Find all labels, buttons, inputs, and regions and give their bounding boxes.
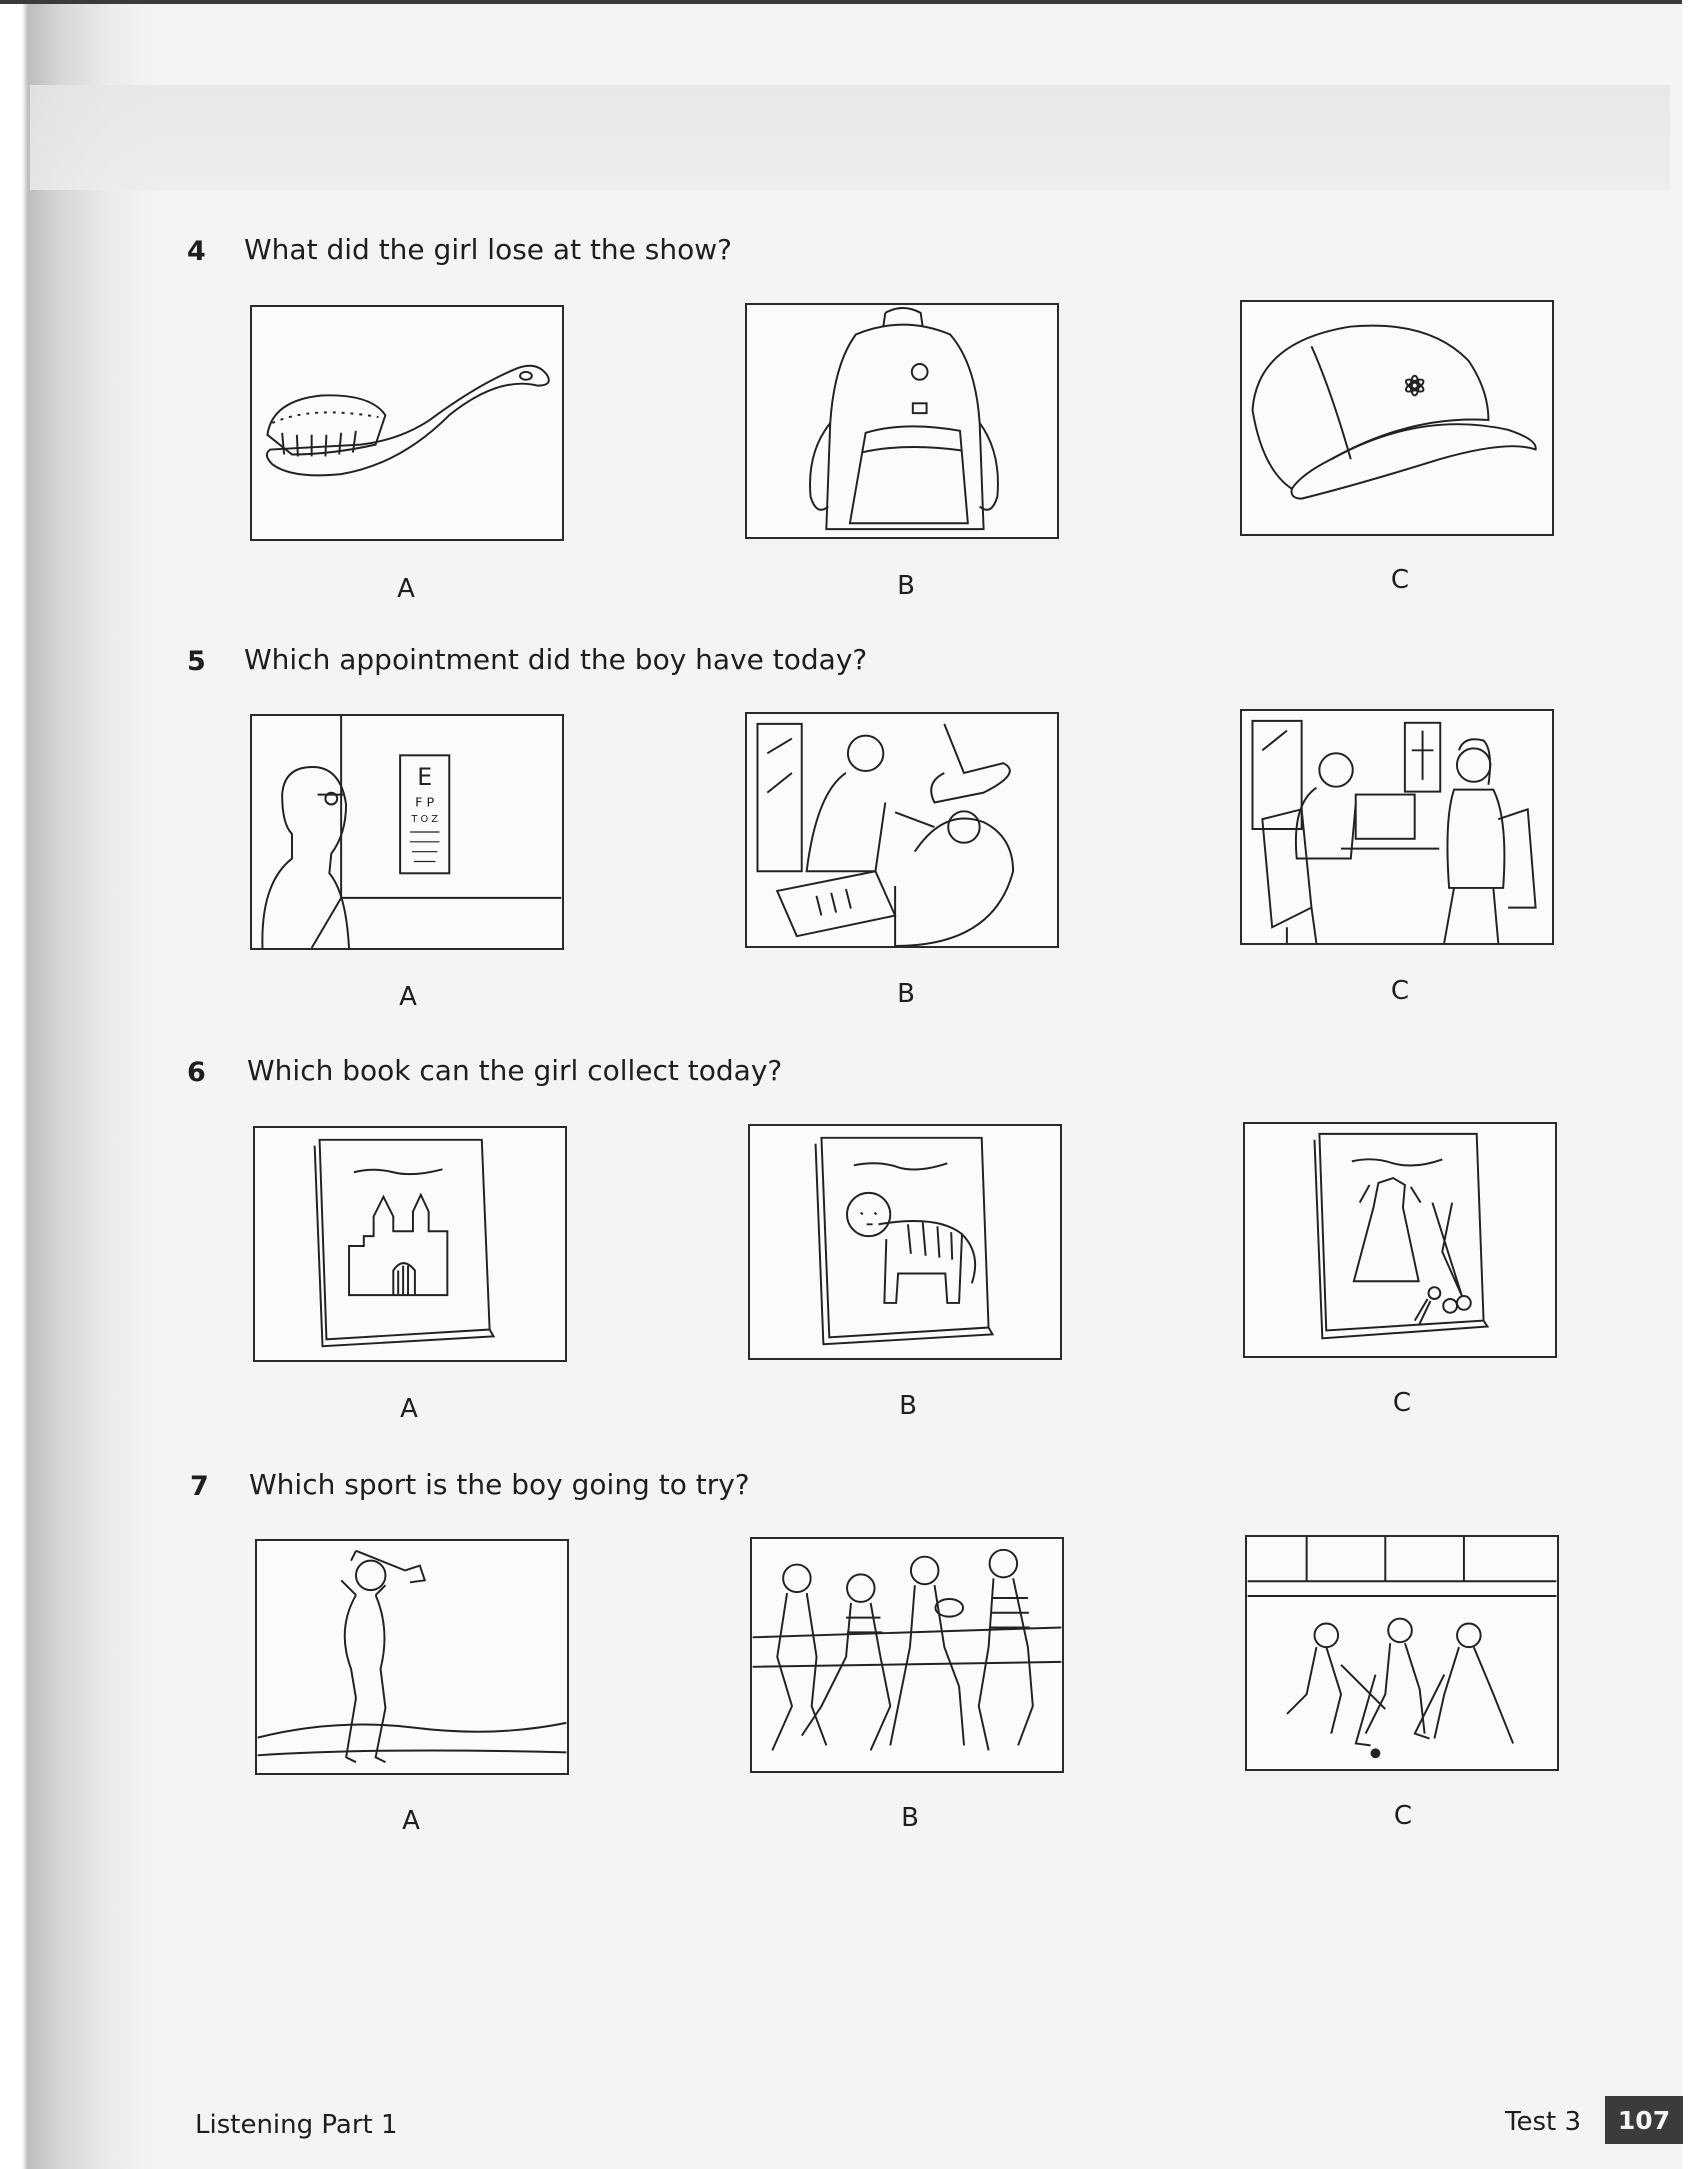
- hairbrush-icon: [252, 307, 562, 539]
- option-c-picture[interactable]: [1240, 300, 1554, 536]
- book-spine-shadow: [0, 0, 160, 2169]
- option-b-picture[interactable]: [750, 1537, 1064, 1773]
- option-a-picture[interactable]: [255, 1539, 569, 1775]
- option-a-letter: A: [399, 982, 417, 1012]
- option-a-picture[interactable]: [250, 714, 564, 950]
- golf-icon: [257, 1541, 567, 1773]
- eye-chart-line-1: E: [417, 762, 433, 791]
- question-number: 6: [187, 1057, 206, 1088]
- backpack-icon: [747, 305, 1057, 537]
- option-b-picture[interactable]: [745, 303, 1059, 539]
- option-c-letter: C: [1390, 565, 1410, 595]
- castle-book-icon: [255, 1128, 565, 1360]
- option-c-picture[interactable]: [1240, 709, 1554, 945]
- question-text: Which sport is the boy going to try?: [249, 1468, 750, 1501]
- option-c-letter: C: [1392, 1388, 1412, 1418]
- question-text: What did the girl lose at the show?: [244, 233, 733, 266]
- option-b-letter: B: [901, 1803, 919, 1833]
- page-number: 107: [1605, 2096, 1683, 2144]
- option-a-picture[interactable]: [253, 1126, 567, 1362]
- option-b-picture[interactable]: [745, 712, 1059, 948]
- tiger-book-icon: [750, 1126, 1060, 1358]
- option-b-letter: B: [897, 979, 915, 1009]
- top-edge: [0, 0, 1700, 4]
- option-c-letter: C: [1393, 1801, 1413, 1831]
- doctor-icon: [1242, 711, 1552, 943]
- footer-section-label: Listening Part 1: [195, 2110, 398, 2140]
- option-a-letter: A: [397, 574, 415, 604]
- eye-test-icon: [252, 716, 562, 948]
- eye-chart-line-3: T O Z: [411, 814, 439, 826]
- eye-chart-line-2: F P: [415, 795, 435, 811]
- question-number: 5: [187, 646, 206, 677]
- option-b-letter: B: [899, 1391, 917, 1421]
- show-through-banner: [30, 85, 1670, 190]
- footer-test-label: Test 3: [1505, 2107, 1582, 2137]
- option-c-picture[interactable]: [1243, 1122, 1557, 1358]
- option-a-letter: A: [400, 1394, 418, 1424]
- dentist-icon: [747, 714, 1057, 946]
- question-text: Which book can the girl collect today?: [247, 1054, 783, 1087]
- option-a-letter: A: [402, 1806, 420, 1836]
- option-b-picture[interactable]: [748, 1124, 1062, 1360]
- question-text: Which appointment did the boy have today?: [244, 643, 868, 676]
- option-b-letter: B: [897, 571, 915, 601]
- option-a-picture[interactable]: [250, 305, 564, 541]
- question-number: 4: [187, 236, 206, 267]
- option-c-letter: C: [1390, 976, 1410, 1006]
- sewing-book-icon: [1245, 1124, 1555, 1356]
- question-number: 7: [190, 1471, 209, 1502]
- ice-hockey-icon: [1247, 1537, 1557, 1769]
- cap-icon: [1242, 302, 1552, 534]
- option-c-picture[interactable]: [1245, 1535, 1559, 1771]
- right-edge: [1682, 0, 1700, 2169]
- rugby-icon: [752, 1539, 1062, 1771]
